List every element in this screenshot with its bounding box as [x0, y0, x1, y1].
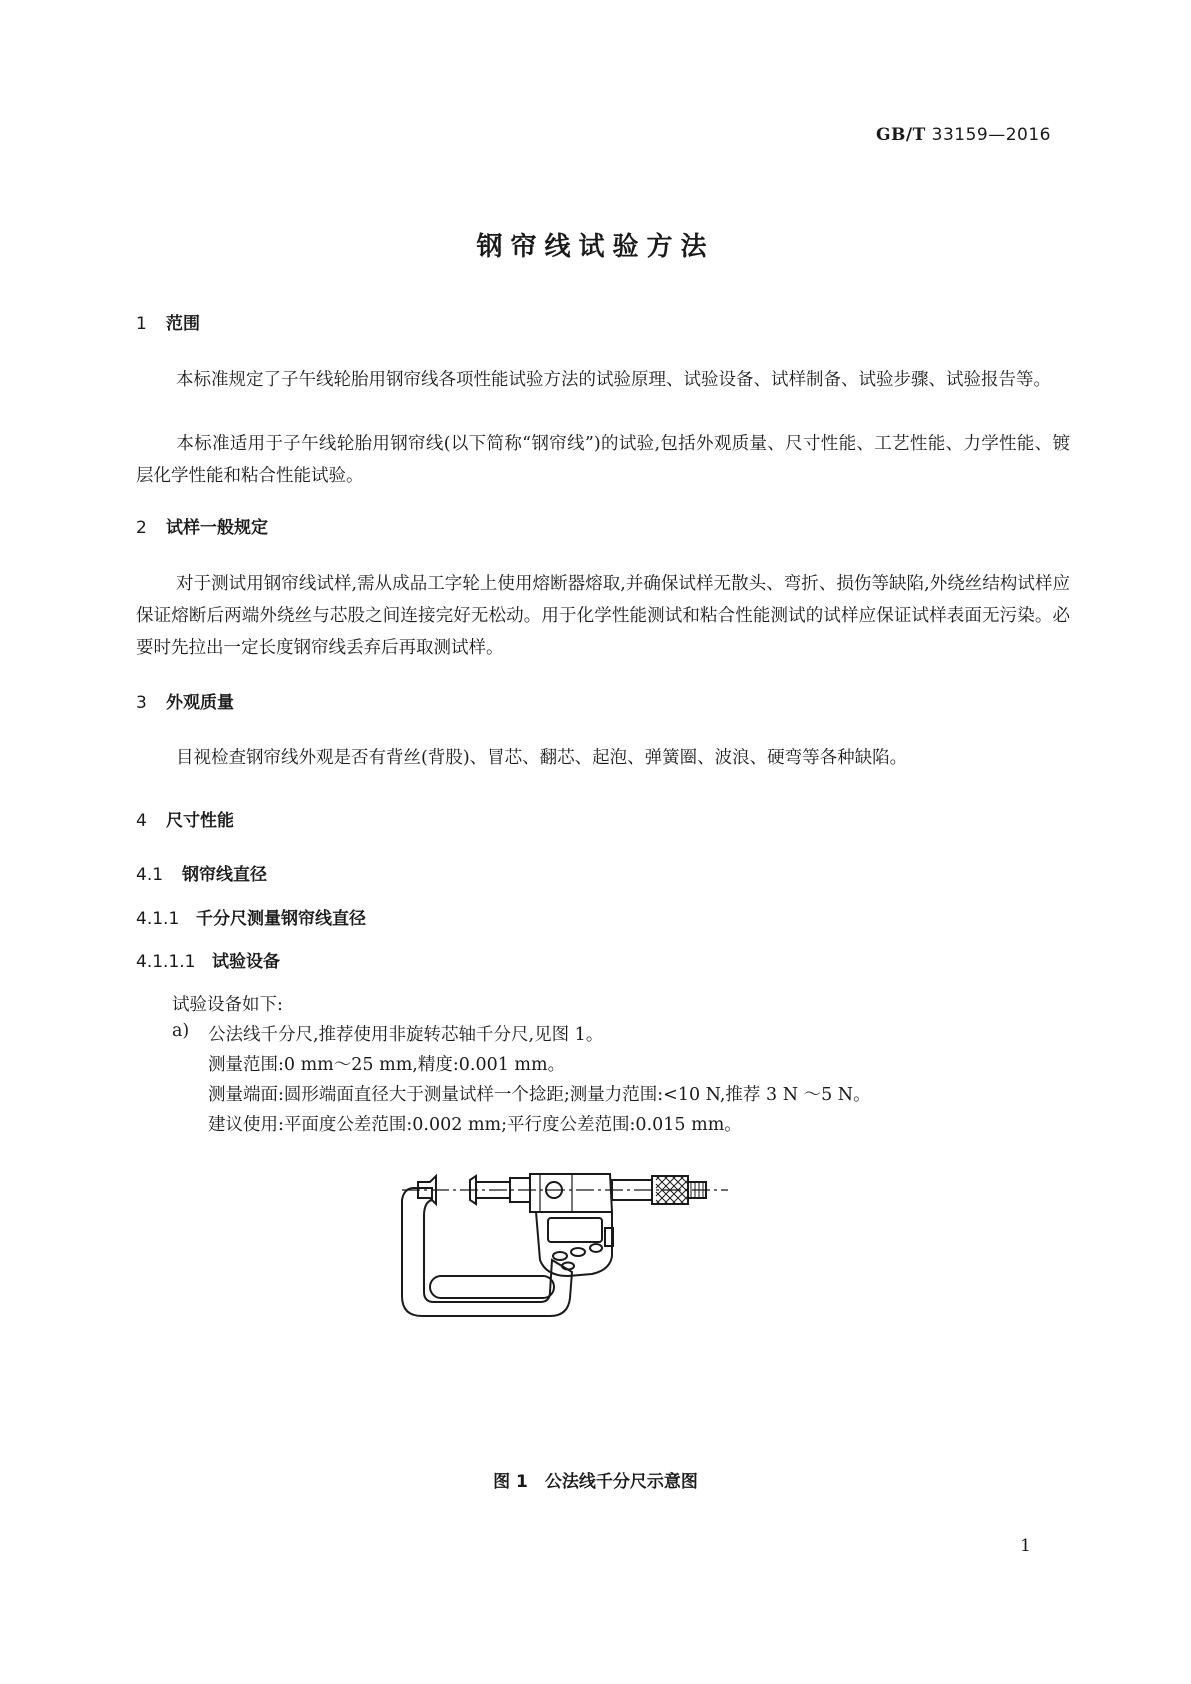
section-number: 2 — [136, 518, 147, 538]
paragraph-text: 本标准规定了子午线轮胎用钢帘线各项性能试验方法的试验原理、试验设备、试样制备、试验步骤、试验报告等。 — [176, 370, 1051, 390]
section-title: 范围 — [166, 314, 200, 334]
button — [590, 1244, 602, 1252]
paragraph-text: 目视检查钢帘线外观是否有背丝(背股)、冒芯、翻芯、起泡、弹簧圈、波浪、硬弯等各种缺陷。 — [176, 748, 908, 768]
item-a-line-1: 公法线千分尺,推荐使用非旋转芯轴千分尺,见图 1。 — [208, 1025, 604, 1045]
list-marker-a: a) — [172, 1021, 190, 1041]
frame-slot — [430, 1276, 554, 1298]
section-2-paragraph — [136, 568, 1070, 664]
section-4-1-1-heading — [136, 904, 366, 929]
section-4-1-heading — [136, 860, 267, 885]
micrometer-figure — [400, 1160, 740, 1330]
section-4-1-1-1-heading — [136, 947, 280, 972]
page-number: 1 — [1020, 1536, 1031, 1556]
section-1-heading — [136, 309, 200, 334]
section-title: 试验设备 — [212, 952, 280, 972]
section-1-paragraph-2 — [136, 428, 1070, 492]
section-number: 4.1.1 — [136, 909, 180, 929]
item-a-line-2: 测量范围:0 mm～25 mm,精度:0.001 mm。 — [208, 1055, 566, 1075]
section-title: 千分尺测量钢帘线直径 — [196, 909, 366, 929]
item-a-line-4: 建议使用:平面度公差范围:0.002 mm;平行度公差范围:0.015 mm。 — [208, 1115, 742, 1135]
section-2-heading — [136, 513, 268, 538]
section-1-paragraph-1 — [136, 364, 1070, 396]
paragraph-text: 对于测试用钢帘线试样,需从成品工字轮上使用熔断器熔取,并确保试样无散头、弯折、损伤等缺陷,外绕丝结构试样应保证熔断后两端外绕丝与芯股之间连接完好无松动。用于化学性能测试和粘合性能测试的试样应保证试样表面无污染。必要时先拉出一定长度钢帘线丢弃后再取测试样。 — [136, 574, 1070, 658]
button — [571, 1248, 585, 1256]
equipment-intro: 试验设备如下: — [172, 995, 283, 1015]
section-3-paragraph — [136, 742, 1070, 774]
paragraph-text: 本标准适用于子午线轮胎用钢帘线(以下简称“钢帘线”)的试验,包括外观质量、尺寸性能、工艺性能、力学性能、镀层化学性能和粘合性能试验。 — [136, 434, 1070, 486]
section-3-heading — [136, 688, 234, 713]
section-number: 3 — [136, 693, 147, 713]
figure-caption: 图 1 公法线千分尺示意图 — [493, 1472, 698, 1492]
section-4-heading — [136, 806, 234, 831]
standard-prefix: GB/T — [876, 125, 926, 145]
section-title: 钢帘线直径 — [182, 865, 267, 885]
section-number: 1 — [136, 314, 147, 334]
section-title: 尺寸性能 — [166, 811, 234, 831]
standard-code: 33159—2016 — [931, 125, 1051, 145]
standard-number — [876, 125, 1051, 145]
section-number: 4.1 — [136, 865, 164, 885]
section-number: 4 — [136, 811, 147, 831]
document-title: 钢帘线试验方法 — [476, 232, 715, 262]
micrometer-head — [530, 1174, 612, 1212]
section-title: 外观质量 — [166, 693, 234, 713]
display-screen — [548, 1218, 602, 1242]
section-number: 4.1.1.1 — [136, 952, 196, 972]
button — [553, 1252, 567, 1260]
section-title: 试样一般规定 — [166, 518, 268, 538]
item-a-line-3: 测量端面:圆形端面直径大于测量试样一个捻距;测量力范围:<10 N,推荐 3 N ～5 N。 — [208, 1085, 871, 1105]
